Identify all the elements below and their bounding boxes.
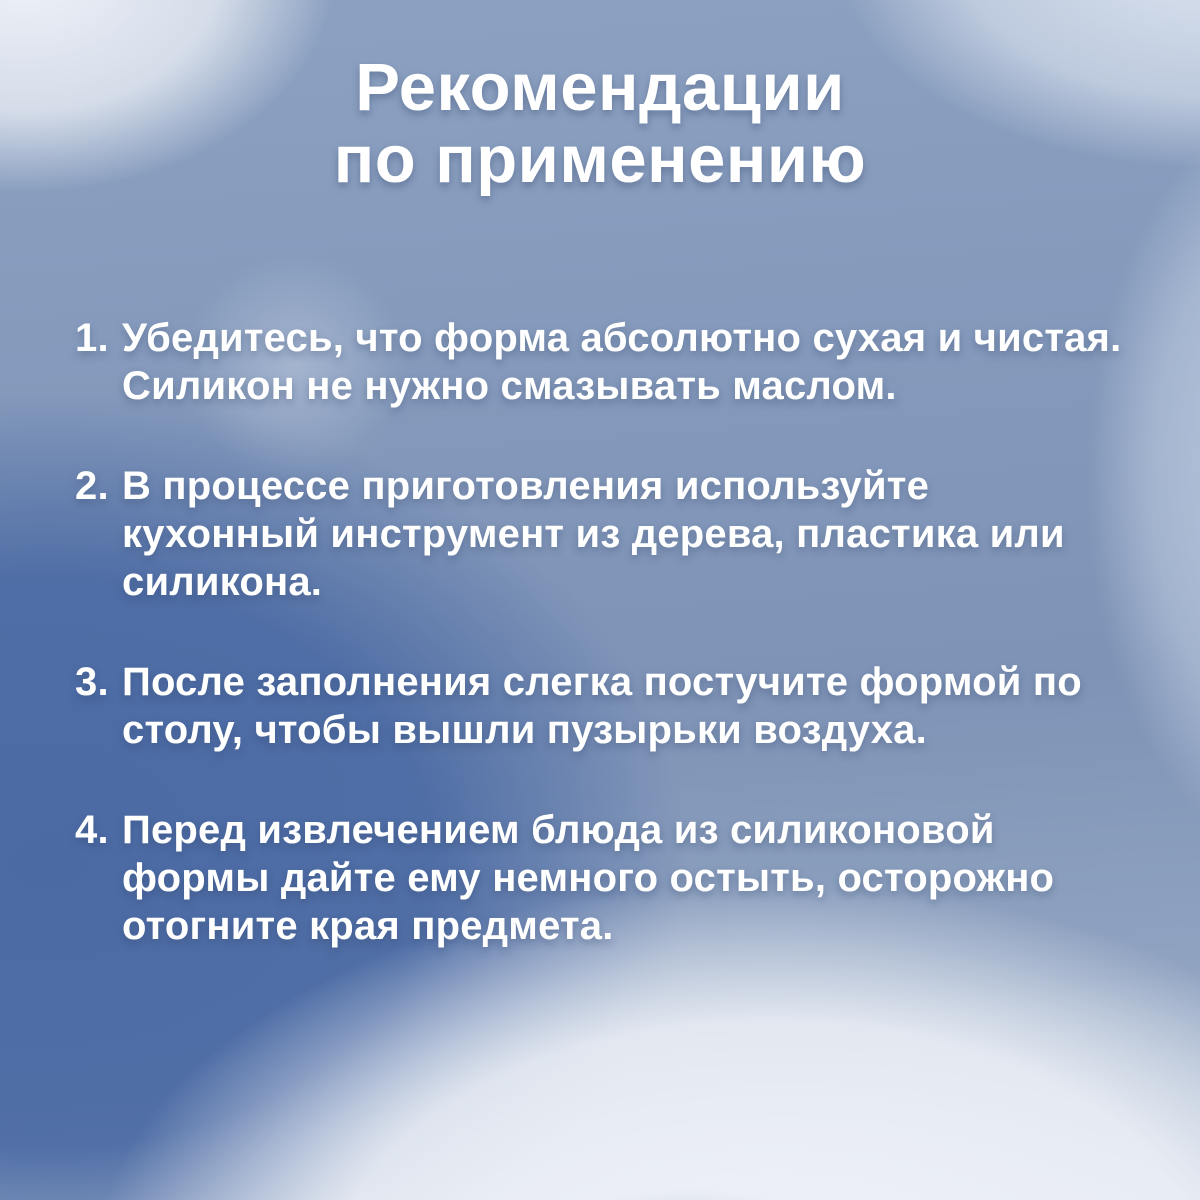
list-item-number: 3.: [75, 660, 109, 704]
list-item: [75, 806, 1125, 950]
recommendations-list: [75, 314, 1125, 950]
list-item-text: Перед извлечением блюда из силиконовой формы дайте ему немного остыть, осторожно отогните края предмета.: [122, 808, 1055, 948]
list-item-number: 2.: [75, 464, 109, 508]
list-item-number: 1.: [75, 316, 109, 360]
page-title: [0, 52, 1200, 196]
list-item-text: Убедитесь, что форма абсолютно сухая и чистая. Силикон не нужно смазывать маслом.: [122, 316, 1122, 408]
list-item: [75, 314, 1125, 410]
page-title-line-1: Рекомендации: [355, 50, 845, 125]
list-item-number: 4.: [75, 808, 109, 852]
list-item-text: В процессе приготовления используйте кухонный инструмент из дерева, пластика или силикона.: [122, 464, 1065, 604]
list-item: [75, 462, 1125, 606]
list-item: [75, 658, 1125, 754]
list-item-text: После заполнения слегка постучите формой по столу, чтобы вышли пузырьки воздуха.: [122, 660, 1082, 752]
page-title-line-2: по применению: [333, 122, 867, 197]
